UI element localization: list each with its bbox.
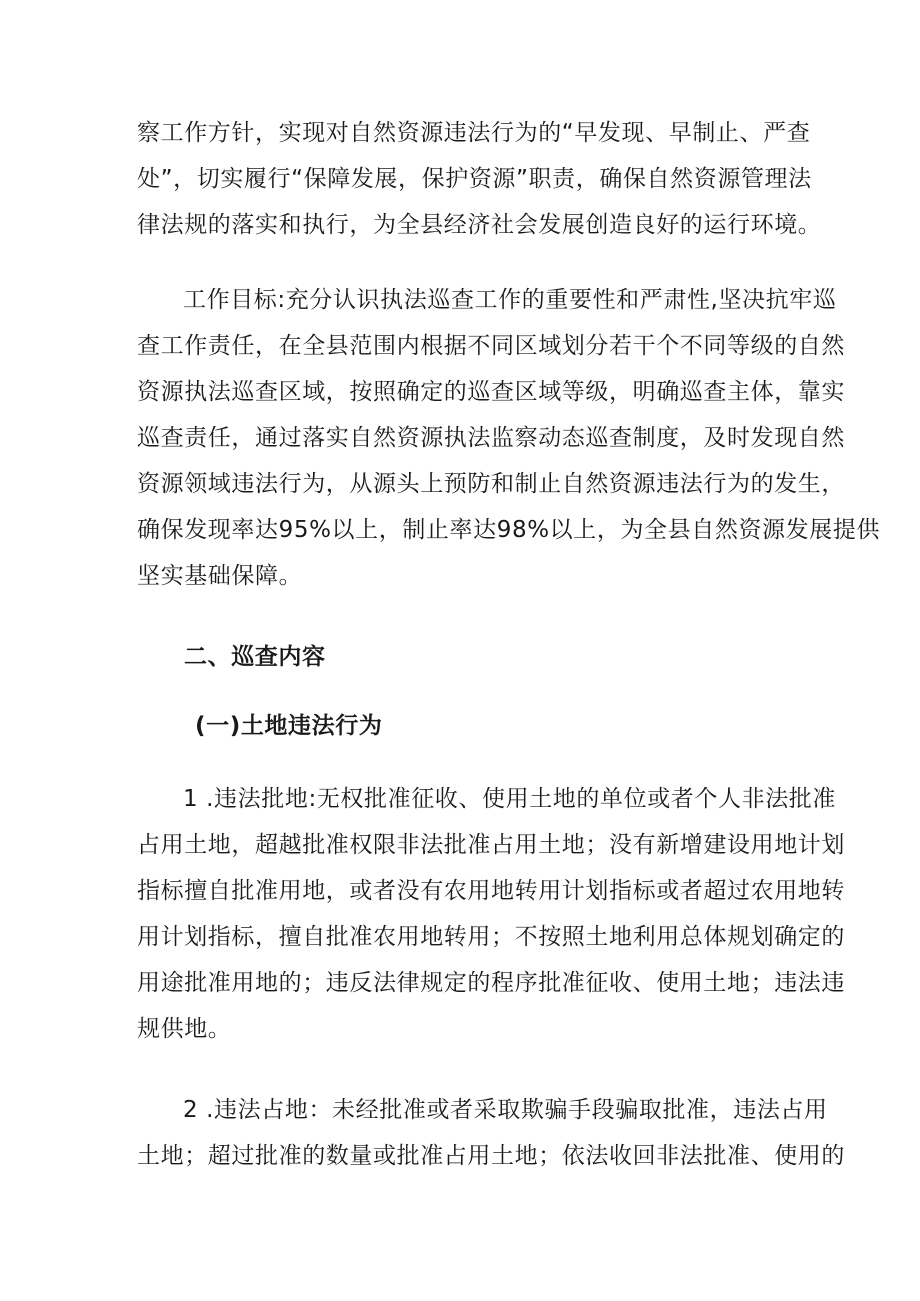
text-line: 察工作方针，实现对自然资源违法行为的“早发现、早制止、严查 (137, 120, 811, 146)
text-line: 土地；超过批准的数量或批准占用土地；依法收回非法批准、使用的 (137, 1143, 845, 1169)
text-line: 用计划指标，擅自批准农用地转用；不按照土地利用总体规划确定的 (137, 924, 845, 950)
text-line: 资源执法巡查区域，按照确定的巡查区域等级，明确巡查主体，靠实 (137, 379, 845, 405)
paragraph-intro-tail (137, 110, 822, 248)
subsection-heading: (一)土地违法行为 (195, 713, 383, 739)
text-line: 1 .违法批地:无权批准征收、使用土地的单位或者个人非法批准 (183, 786, 837, 812)
text-line: 资源领域违法行为，从源头上预防和制止自然资源违法行为的发生， (137, 471, 845, 497)
text-line: 占用土地，超越批准权限非法批准占用土地；没有新增建设用地计划 (137, 832, 845, 858)
text-line: 2 .违法占地：未经批准或者采取欺骗手段骗取批准，违法占用 (183, 1097, 828, 1123)
paragraph-work-goals (137, 277, 881, 599)
text-line: 查工作责任，在全县范围内根据不同区域划分若干个不同等级的自然 (137, 333, 845, 359)
text-line: 用途批准用地的；违反法律规定的程序批准征收、使用土地；违法违 (137, 970, 845, 996)
text-line: 指标擅自批准用地，或者没有农用地转用计划指标或者超过农用地转 (137, 878, 845, 904)
text-line: 确保发现率达95%以上，制止率达98%以上，为全县自然资源发展提供 (137, 517, 881, 543)
paragraph-item-2 (137, 1087, 845, 1179)
text-line: 律法规的落实和执行，为全县经济社会发展创造良好的运行环境。 (137, 212, 822, 238)
text-line: 处”，切实履行“保障发展，保护资源”职责，确保自然资源管理法 (137, 166, 812, 192)
text-line: 巡查责任，通过落实自然资源执法监察动态巡查制度，及时发现自然 (137, 425, 845, 451)
section-heading: 二、巡查内容 (184, 644, 326, 670)
text-line: 坚实基础保障。 (137, 563, 303, 589)
text-line: 规供地。 (137, 1016, 232, 1042)
paragraph-item-1 (137, 776, 845, 1052)
text-line: 工作目标:充分认识执法巡查工作的重要性和严肃性,坚决抗牢巡 (183, 287, 837, 313)
